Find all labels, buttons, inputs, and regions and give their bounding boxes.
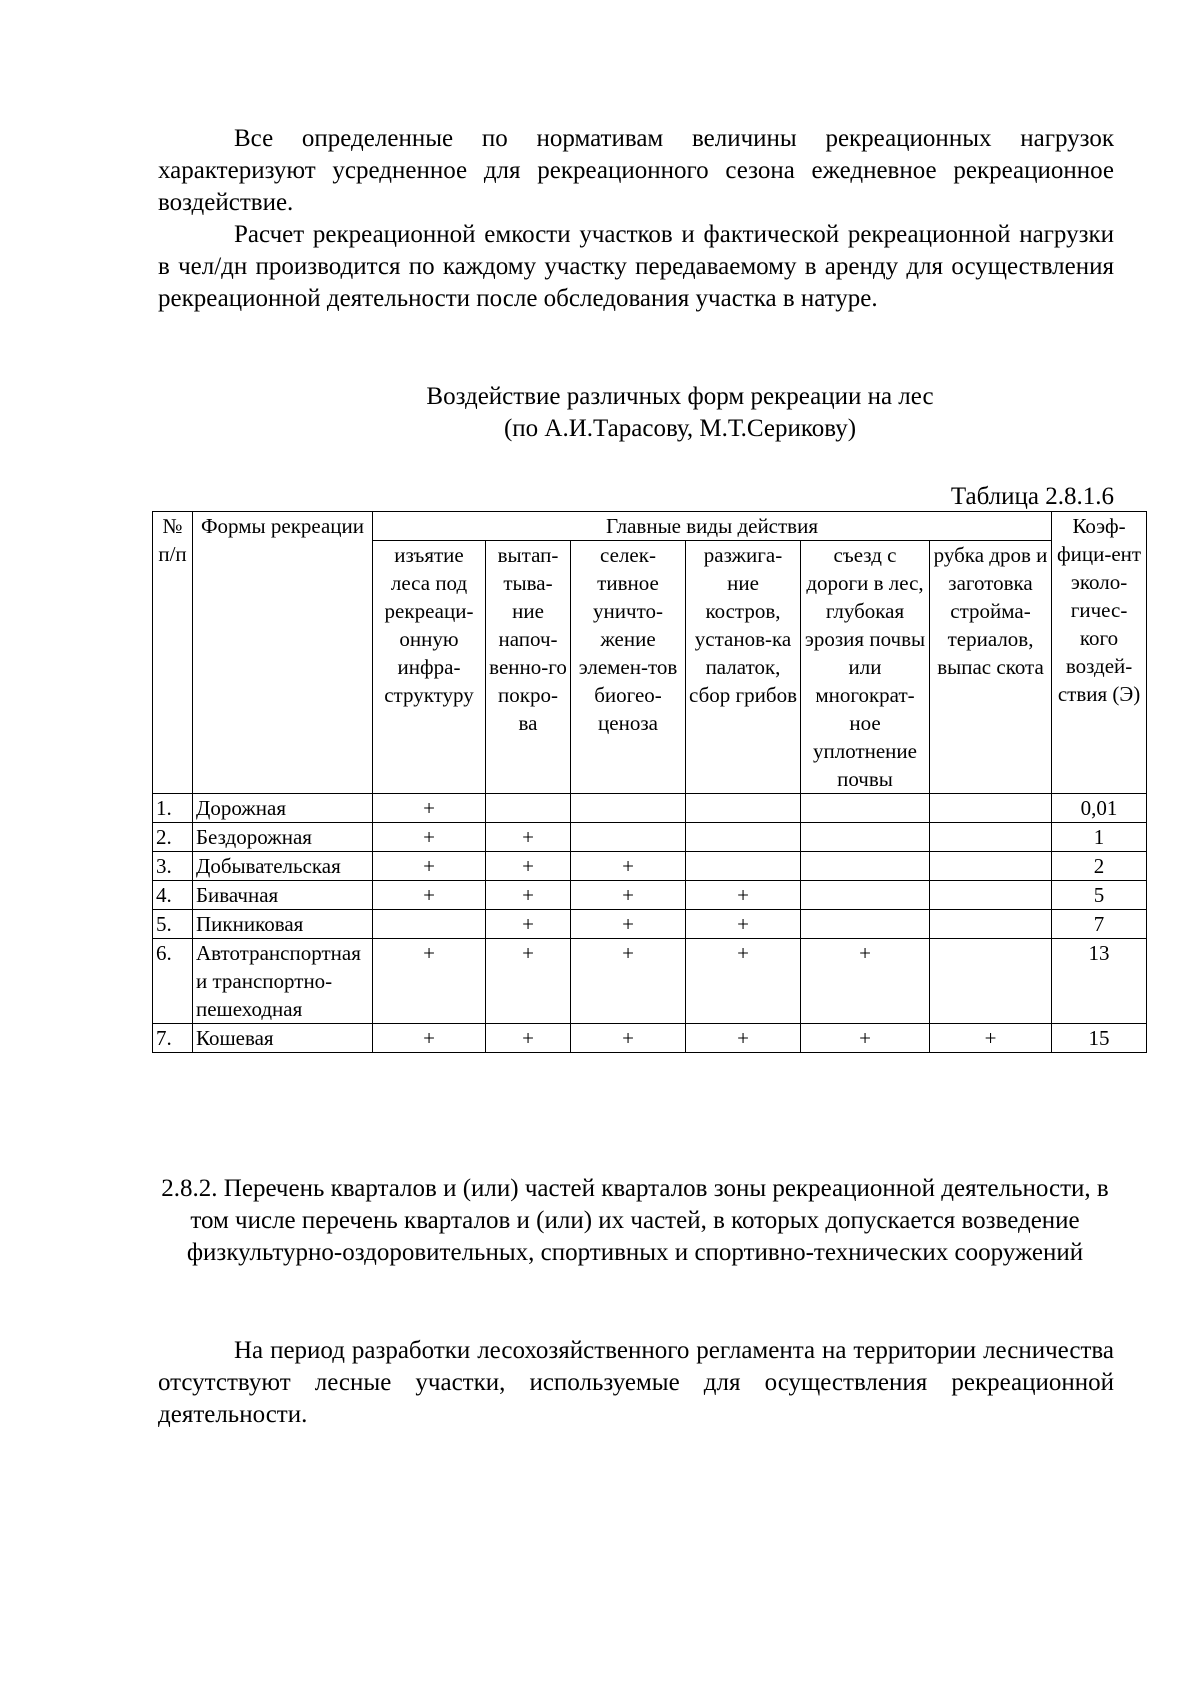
section-paragraph: На период разработки лесохозяйственного регламента на территории лесничества отсутствуют лесные участки, используемые для осуществления рекреационной деятельности.: [158, 1337, 1114, 1428]
row-mark: +: [486, 881, 571, 910]
row-mark: +: [373, 939, 486, 1024]
row-mark: [801, 910, 930, 939]
row-coefficient: 7: [1052, 910, 1147, 939]
row-mark: +: [373, 881, 486, 910]
row-mark: [686, 794, 801, 823]
table-row: [153, 910, 1147, 939]
row-mark: [930, 939, 1052, 1024]
row-mark: +: [686, 910, 801, 939]
row-form: Автотранспортная и транспортно-пешеходная: [193, 939, 373, 1024]
row-mark: +: [930, 1024, 1052, 1053]
row-mark: +: [801, 939, 930, 1024]
table-row: [153, 823, 1147, 852]
row-number: 5.: [153, 910, 193, 939]
row-mark: +: [571, 881, 686, 910]
row-form: Бездорожная: [193, 823, 373, 852]
header-action-3: селек-тивное уничто-жение элемен-тов биогео-ценоза: [571, 541, 686, 794]
row-mark: [801, 794, 930, 823]
table-row: [153, 939, 1147, 1024]
row-mark: [486, 794, 571, 823]
row-mark: +: [571, 939, 686, 1024]
header-forms: Формы рекреации: [193, 512, 373, 794]
row-mark: +: [571, 910, 686, 939]
recreation-impact-table: [152, 511, 1147, 1053]
row-mark: +: [373, 1024, 486, 1053]
table-row: [153, 852, 1147, 881]
row-mark: +: [686, 881, 801, 910]
row-mark: [930, 852, 1052, 881]
row-mark: +: [571, 1024, 686, 1053]
row-mark: +: [373, 852, 486, 881]
row-number: 6.: [153, 939, 193, 1024]
header-action-4: разжига-ние костров, установ-ка палаток, сбор грибов: [686, 541, 801, 794]
row-mark: [930, 823, 1052, 852]
header-main-actions: Главные виды действия: [373, 512, 1052, 541]
row-mark: [686, 823, 801, 852]
row-mark: [801, 881, 930, 910]
row-mark: [801, 823, 930, 852]
row-mark: +: [373, 794, 486, 823]
row-mark: [571, 823, 686, 852]
header-action-6: рубка дров и заготовка стройма-териалов, выпас скота: [930, 541, 1052, 794]
row-coefficient: 5: [1052, 881, 1147, 910]
row-coefficient: 0,01: [1052, 794, 1147, 823]
row-mark: [930, 910, 1052, 939]
row-coefficient: 2: [1052, 852, 1147, 881]
row-form: Добывательская: [193, 852, 373, 881]
row-mark: [571, 794, 686, 823]
row-mark: +: [686, 1024, 801, 1053]
row-coefficient: 13: [1052, 939, 1147, 1024]
header-action-2: вытап-тыва-ние напоч-венно-го покро-ва: [486, 541, 571, 794]
intro-paragraph-1: Все определенные по нормативам величины рекреационных нагрузок характеризуют усредненное для рекреационного сезона ежедневное рекреационное воздействие.: [158, 125, 1114, 216]
row-number: 3.: [153, 852, 193, 881]
header-action-5: съезд с дороги в лес, глубокая эрозия почвы или многократ-ное уплотнение почвы: [801, 541, 930, 794]
row-mark: +: [486, 852, 571, 881]
row-mark: [930, 794, 1052, 823]
row-mark: [801, 852, 930, 881]
row-mark: +: [801, 1024, 930, 1053]
header-action-1: изъятие леса под рекреаци-онную инфра-структуру: [373, 541, 486, 794]
row-mark: [373, 910, 486, 939]
table-row: [153, 794, 1147, 823]
row-form: Кошевая: [193, 1024, 373, 1053]
row-coefficient: 15: [1052, 1024, 1147, 1053]
row-form: Пикниковая: [193, 910, 373, 939]
row-mark: [930, 881, 1052, 910]
header-coefficient: Коэф-фици-ент эколо-гичес-кого воздей-ствия (Э): [1052, 512, 1147, 794]
row-form: Бивачная: [193, 881, 373, 910]
table-number-label: Таблица 2.8.1.6: [950, 483, 1114, 510]
row-coefficient: 1: [1052, 823, 1147, 852]
row-mark: +: [373, 823, 486, 852]
row-number: 2.: [153, 823, 193, 852]
row-mark: [686, 852, 801, 881]
table-row: [153, 1024, 1147, 1053]
row-mark: +: [486, 823, 571, 852]
header-num: № п/п: [153, 512, 193, 794]
table-row: [153, 881, 1147, 910]
row-form: Дорожная: [193, 794, 373, 823]
table-subtitle: (по А.И.Тарасову, М.Т.Серикову): [503, 415, 857, 442]
row-number: 4.: [153, 881, 193, 910]
row-mark: +: [686, 939, 801, 1024]
row-number: 7.: [153, 1024, 193, 1053]
table-title: Воздействие различных форм рекреации на лес: [426, 383, 934, 410]
row-mark: +: [571, 852, 686, 881]
row-mark: +: [486, 1024, 571, 1053]
row-number: 1.: [153, 794, 193, 823]
row-mark: +: [486, 939, 571, 1024]
section-heading: 2.8.2. Перечень кварталов и (или) частей кварталов зоны рекреационной деятельности, в том числе перечень кварталов и (или) их частей, в которых допускается возведение физкультурно-оздоровительных, спортивных и спортивно-технических сооружений: [161, 1175, 1109, 1266]
intro-paragraph-2: Расчет рекреационной емкости участков и фактической рекреационной нагрузки в чел/дн производится по каждому участку передаваемому в аренду для осуществления рекреационной деятельности после обследования участка в натуре.: [158, 221, 1114, 312]
row-mark: +: [486, 910, 571, 939]
